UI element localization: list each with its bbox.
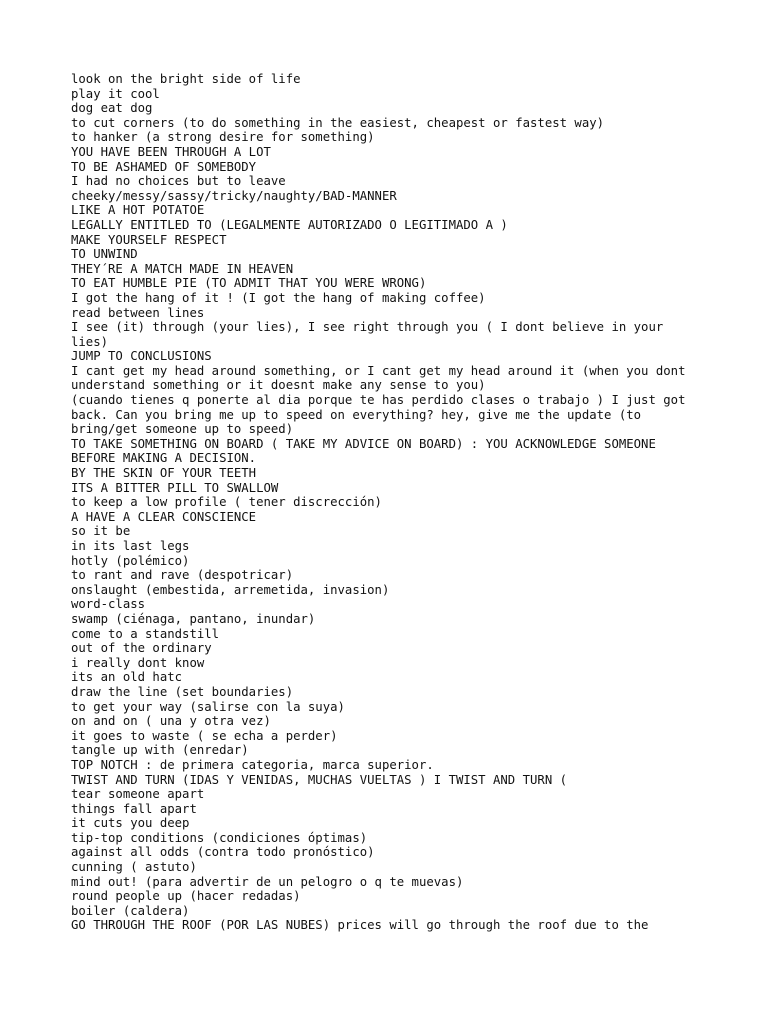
text-line: cunning ( astuto) [71,860,197,875]
text-line: mind out! (para advertir de un pelogro o q te muevas) [71,874,464,889]
text-line: MAKE YOURSELF RESPECT [71,232,227,247]
text-line: look on the bright side of life [71,72,301,86]
text-line: TO EAT HUMBLE PIE (TO ADMIT THAT YOU WERE WRONG) [71,276,427,291]
text-line: LIKE A HOT POTATOE [71,203,205,218]
text-line: lies) [71,334,109,349]
text-line: understand something or it doesnt make any sense to you) [71,378,486,393]
text-line: hotly (polémico) [71,553,190,568]
text-line: I cant get my head around something, or I cant get my head around it (when you dont [71,363,686,378]
text-line: word-class [71,597,146,612]
text-line: tip-top conditions (condiciones óptimas) [71,830,368,845]
text-line: back. Can you bring me up to speed on everything? hey, give me the update (to [71,407,642,422]
text-line: things fall apart [71,801,197,816]
text-line: against all odds (contra todo pronóstico) [71,845,375,860]
text-line: i really dont know [71,655,205,670]
text-line: BEFORE MAKING A DECISION. [71,451,257,466]
text-line: BY THE SKIN OF YOUR TEETH [71,466,257,481]
text-line: round people up (hacer redadas) [71,889,301,904]
text-line: JUMP TO CONCLUSIONS [71,349,212,364]
text-line: A HAVE A CLEAR CONSCIENCE [71,509,257,524]
text-line: play it cool [71,86,160,101]
text-line: I had no choices but to leave [71,174,286,189]
text-line: in its last legs [71,539,190,553]
text-line: to cut corners (to do something in the easiest, cheapest or fastest way) [71,115,605,130]
text-line: (cuando tienes q ponerte al dia porque te has perdido clases o trabajo ) I just got [71,393,686,408]
text-line: I see (it) through (your lies), I see right through you ( I dont believe in your [71,320,664,335]
text-line: it cuts you deep [71,816,190,831]
text-line: so it be [71,524,131,539]
text-line: to hanker (a strong desire for something) [71,130,375,145]
text-line: it goes to waste ( se echa a perder) [71,728,338,743]
text-line: its an old hatc [71,670,183,685]
text-line: TOP NOTCH : de primera categoria, marca superior. [71,757,434,772]
text-line: TO UNWIND [71,247,138,262]
text-line: read between lines [71,305,205,320]
text-line: THEY´RE A MATCH MADE IN HEAVEN [71,261,294,276]
text-line: I got the hang of it ! (I got the hang of making coffee) [71,290,486,305]
document-page [71,72,711,933]
text-line: YOU HAVE BEEN THROUGH A LOT [71,144,271,159]
text-line: out of the ordinary [71,641,212,656]
text-line: LEGALLY ENTITLED TO (LEGALMENTE AUTORIZADO O LEGITIMADO A ) [71,217,508,232]
text-line: TWIST AND TURN (IDAS Y VENIDAS, MUCHAS VUELTAS ) I TWIST AND TURN ( [71,772,568,787]
text-line: to get your way (salirse con la suya) [71,699,345,714]
text-line: onslaught (embestida, arremetida, invasion) [71,582,390,597]
text-line: TO TAKE SOMETHING ON BOARD ( TAKE MY ADVICE ON BOARD) : YOU ACKNOWLEDGE SOMEONE [71,436,656,451]
text-line: on and on ( una y otra vez) [71,714,271,729]
text-line: tear someone apart [71,787,205,802]
text-line: TO BE ASHAMED OF SOMEBODY [71,159,257,174]
text-line: to keep a low profile ( tener discrección) [71,495,382,510]
text-line: bring/get someone up to speed) [71,422,294,437]
text-line: GO THROUGH THE ROOF (POR LAS NUBES) prices will go through the roof due to the [71,918,649,933]
text-line: swamp (ciénaga, pantano, inundar) [71,611,316,626]
text-line: tangle up with (enredar) [71,743,249,758]
text-line: boiler (caldera) [71,903,190,918]
text-line: cheeky/messy/sassy/tricky/naughty/BAD-MANNER [71,188,397,203]
text-line: dog eat dog [71,101,153,116]
text-line: draw the line (set boundaries) [71,684,294,699]
text-line: to rant and rave (despotricar) [71,568,294,583]
text-line: ITS A BITTER PILL TO SWALLOW [71,480,279,495]
text-line: come to a standstill [71,626,220,641]
